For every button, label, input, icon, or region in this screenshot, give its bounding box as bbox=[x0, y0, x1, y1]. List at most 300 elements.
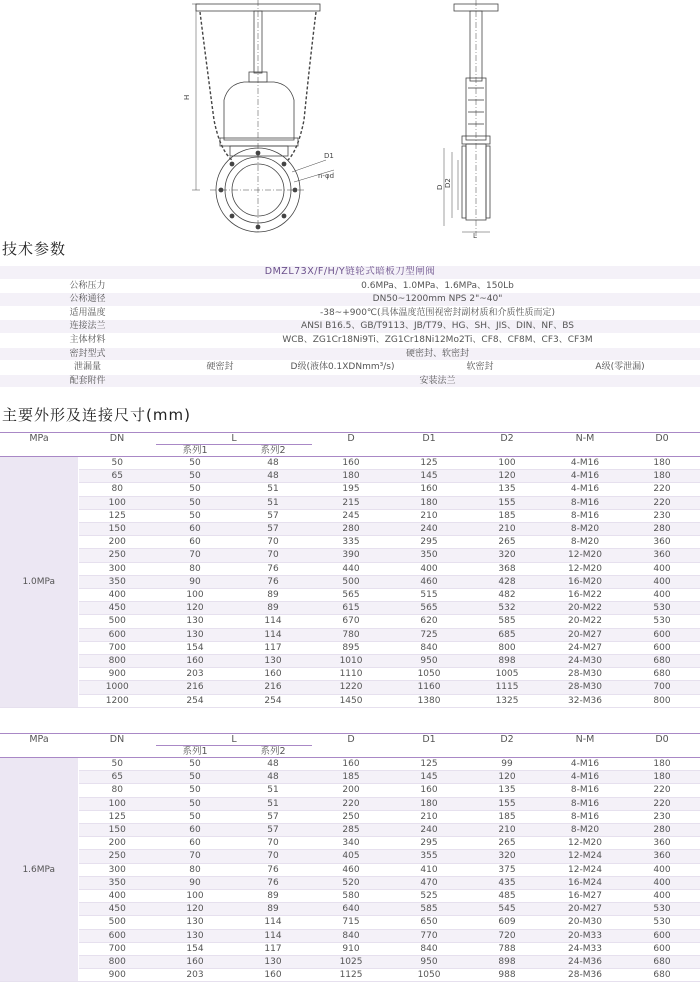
table-cell: 680 bbox=[624, 969, 700, 982]
table-cell: 114 bbox=[234, 615, 312, 628]
table-cell: 50 bbox=[156, 797, 234, 810]
table-cell: 525 bbox=[390, 890, 468, 903]
table-row bbox=[0, 916, 700, 929]
table-cell: 800 bbox=[468, 641, 546, 654]
table-cell: 400 bbox=[390, 562, 468, 575]
table-cell: 120 bbox=[156, 602, 234, 615]
table-cell: 100 bbox=[156, 589, 234, 602]
table-cell: 120 bbox=[468, 771, 546, 784]
table-cell: 130 bbox=[156, 929, 234, 942]
table-cell: 400 bbox=[624, 575, 700, 588]
table-cell: 600 bbox=[78, 929, 156, 942]
table-cell: 350 bbox=[78, 876, 156, 889]
table-cell: 230 bbox=[624, 810, 700, 823]
table-cell: 715 bbox=[312, 916, 390, 929]
table-cell: 530 bbox=[624, 916, 700, 929]
table-cell: 16-M22 bbox=[546, 589, 624, 602]
table-cell: 51 bbox=[234, 496, 312, 509]
table-cell: 89 bbox=[234, 589, 312, 602]
table-cell: 470 bbox=[390, 876, 468, 889]
table-cell: 32-M36 bbox=[546, 694, 624, 707]
table-cell: 24-M33 bbox=[546, 942, 624, 955]
table-cell: 460 bbox=[312, 863, 390, 876]
table-row bbox=[0, 628, 700, 641]
table-cell: 12-M20 bbox=[546, 549, 624, 562]
table-cell: 900 bbox=[78, 969, 156, 982]
table-cell: 180 bbox=[624, 457, 700, 470]
table-cell: 1200 bbox=[78, 694, 156, 707]
table-cell: 125 bbox=[390, 457, 468, 470]
params-title: DMZL73X/F/H/Y链轮式暗板刀型闸阀 bbox=[0, 266, 700, 279]
table-cell: 24-M27 bbox=[546, 641, 624, 654]
table-cell: 355 bbox=[390, 850, 468, 863]
table-cell: 910 bbox=[312, 942, 390, 955]
table-cell: 600 bbox=[624, 929, 700, 942]
table-cell: 60 bbox=[156, 837, 234, 850]
table-cell: 410 bbox=[390, 863, 468, 876]
table-cell: 28-M30 bbox=[546, 668, 624, 681]
table-cell: 340 bbox=[312, 837, 390, 850]
table-cell: 60 bbox=[156, 824, 234, 837]
table-cell: 650 bbox=[390, 916, 468, 929]
table-cell: 130 bbox=[156, 615, 234, 628]
table-row bbox=[0, 694, 700, 707]
table-cell: 725 bbox=[390, 628, 468, 641]
table-cell: 160 bbox=[156, 956, 234, 969]
table-cell: 50 bbox=[156, 496, 234, 509]
table-cell: 8-M16 bbox=[546, 797, 624, 810]
table-cell: 150 bbox=[78, 523, 156, 536]
table-cell: 360 bbox=[624, 536, 700, 549]
table-cell: 350 bbox=[390, 549, 468, 562]
table-cell: 800 bbox=[78, 655, 156, 668]
table-cell: 4-M16 bbox=[546, 771, 624, 784]
table-cell: 320 bbox=[468, 549, 546, 562]
table-cell: 100 bbox=[78, 496, 156, 509]
valve-drawing bbox=[0, 0, 700, 240]
table-cell: 120 bbox=[156, 903, 234, 916]
table-cell: 8-M20 bbox=[546, 523, 624, 536]
table-cell: 400 bbox=[624, 589, 700, 602]
table-cell: 99 bbox=[468, 758, 546, 771]
table-cell: 770 bbox=[390, 929, 468, 942]
table-cell: 100 bbox=[156, 890, 234, 903]
table-cell: 360 bbox=[624, 850, 700, 863]
table-cell: 48 bbox=[234, 758, 312, 771]
table-cell: 220 bbox=[312, 797, 390, 810]
table-cell: 160 bbox=[156, 655, 234, 668]
table-cell: 600 bbox=[78, 628, 156, 641]
table-cell: 4-M16 bbox=[546, 457, 624, 470]
table-cell: 1005 bbox=[468, 668, 546, 681]
table-cell: 70 bbox=[156, 549, 234, 562]
table-cell: 685 bbox=[468, 628, 546, 641]
table-cell: 20-M27 bbox=[546, 628, 624, 641]
table-cell: 50 bbox=[156, 483, 234, 496]
table-row bbox=[0, 942, 700, 955]
table-cell: 125 bbox=[78, 509, 156, 522]
table-row bbox=[0, 615, 700, 628]
table-row bbox=[0, 575, 700, 588]
table-cell: 4-M16 bbox=[546, 483, 624, 496]
table-cell: 51 bbox=[234, 797, 312, 810]
table-cell: 8-M20 bbox=[546, 824, 624, 837]
table-cell: 400 bbox=[624, 890, 700, 903]
table-cell: 89 bbox=[234, 903, 312, 916]
table-cell: 530 bbox=[624, 903, 700, 916]
table-cell: 950 bbox=[390, 655, 468, 668]
table-cell: 76 bbox=[234, 863, 312, 876]
table-cell: 160 bbox=[312, 758, 390, 771]
table-cell: 640 bbox=[312, 903, 390, 916]
table-cell: 780 bbox=[312, 628, 390, 641]
table-cell: 130 bbox=[156, 628, 234, 641]
param-row: 公称通径 DN50~1200mm NPS 2"~40" bbox=[0, 293, 700, 307]
table-row bbox=[0, 797, 700, 810]
table-cell: 245 bbox=[312, 509, 390, 522]
table-cell: 12-M20 bbox=[546, 562, 624, 575]
table-cell: 89 bbox=[234, 890, 312, 903]
table-cell: 20-M33 bbox=[546, 929, 624, 942]
table-cell: 1160 bbox=[390, 681, 468, 694]
table-cell: 57 bbox=[234, 523, 312, 536]
dim-label-nd: n-φd bbox=[318, 172, 335, 180]
table-cell: 70 bbox=[234, 837, 312, 850]
table-cell: 220 bbox=[624, 797, 700, 810]
table-cell: 100 bbox=[468, 457, 546, 470]
table-cell: 210 bbox=[468, 824, 546, 837]
table-cell: 254 bbox=[156, 694, 234, 707]
table-cell: 1380 bbox=[390, 694, 468, 707]
dim-label-l: L bbox=[473, 232, 477, 240]
table-cell: 700 bbox=[78, 641, 156, 654]
table-row bbox=[0, 890, 700, 903]
table-cell: 500 bbox=[312, 575, 390, 588]
table-cell: 840 bbox=[390, 641, 468, 654]
table-cell: 295 bbox=[390, 536, 468, 549]
table-row bbox=[0, 655, 700, 668]
table-cell: 28-M30 bbox=[546, 681, 624, 694]
table-cell: 50 bbox=[78, 457, 156, 470]
table-cell: 90 bbox=[156, 876, 234, 889]
param-row: 配套附件 安装法兰 bbox=[0, 374, 700, 388]
table-cell: 155 bbox=[468, 797, 546, 810]
table-cell: 600 bbox=[624, 641, 700, 654]
table-cell: 280 bbox=[624, 824, 700, 837]
table-cell: 130 bbox=[156, 916, 234, 929]
table-cell: 50 bbox=[156, 771, 234, 784]
table-cell: 545 bbox=[468, 903, 546, 916]
table-row bbox=[0, 863, 700, 876]
table-cell: 12-M24 bbox=[546, 863, 624, 876]
table-cell: 500 bbox=[78, 916, 156, 929]
table-cell: 76 bbox=[234, 575, 312, 588]
table-row bbox=[0, 837, 700, 850]
table-cell: 500 bbox=[78, 615, 156, 628]
table-cell: 8-M16 bbox=[546, 496, 624, 509]
dim-label-d1: D1 bbox=[324, 152, 334, 160]
table-cell: 215 bbox=[312, 496, 390, 509]
table-cell: 390 bbox=[312, 549, 390, 562]
table-cell: 280 bbox=[624, 523, 700, 536]
table-cell: 1000 bbox=[78, 681, 156, 694]
table-cell: 532 bbox=[468, 602, 546, 615]
table-row bbox=[0, 523, 700, 536]
table-cell: 368 bbox=[468, 562, 546, 575]
table-cell: 240 bbox=[390, 523, 468, 536]
table-cell: 180 bbox=[624, 771, 700, 784]
table-cell: 60 bbox=[156, 536, 234, 549]
table-cell: 89 bbox=[234, 602, 312, 615]
table-cell: 680 bbox=[624, 668, 700, 681]
table-cell: 20-M22 bbox=[546, 602, 624, 615]
table-cell: 800 bbox=[78, 956, 156, 969]
table-cell: 130 bbox=[234, 655, 312, 668]
table-cell: 80 bbox=[78, 483, 156, 496]
table-cell: 400 bbox=[624, 863, 700, 876]
table-cell: 185 bbox=[468, 509, 546, 522]
table-cell: 895 bbox=[312, 641, 390, 654]
table-cell: 8-M20 bbox=[546, 536, 624, 549]
table-cell: 1125 bbox=[312, 969, 390, 982]
table-row bbox=[0, 929, 700, 942]
table-cell: 50 bbox=[156, 784, 234, 797]
table-cell: 350 bbox=[78, 575, 156, 588]
table-cell: 1025 bbox=[312, 956, 390, 969]
table-cell: 565 bbox=[390, 602, 468, 615]
pressure-class: 1.6MPa bbox=[0, 758, 78, 982]
table-cell: 130 bbox=[234, 956, 312, 969]
table-row bbox=[0, 876, 700, 889]
table-cell: 50 bbox=[156, 509, 234, 522]
table-cell: 1115 bbox=[468, 681, 546, 694]
table-cell: 51 bbox=[234, 483, 312, 496]
table-row bbox=[0, 641, 700, 654]
table-cell: 8-M16 bbox=[546, 509, 624, 522]
table-cell: 609 bbox=[468, 916, 546, 929]
table-row bbox=[0, 470, 700, 483]
table-row bbox=[0, 784, 700, 797]
param-row: 公称压力 0.6MPa、1.0MPa、1.6MPa、150Lb bbox=[0, 279, 700, 293]
table-cell: 4-M16 bbox=[546, 758, 624, 771]
table-cell: 210 bbox=[390, 810, 468, 823]
table-row bbox=[0, 903, 700, 916]
table-cell: 154 bbox=[156, 641, 234, 654]
table-cell: 150 bbox=[78, 824, 156, 837]
table-row bbox=[0, 810, 700, 823]
table-cell: 230 bbox=[624, 509, 700, 522]
table-cell: 160 bbox=[234, 668, 312, 681]
table-cell: 450 bbox=[78, 602, 156, 615]
table-row bbox=[0, 956, 700, 969]
pressure-class: 1.0MPa bbox=[0, 457, 78, 708]
table-row bbox=[0, 549, 700, 562]
table-cell: 1220 bbox=[312, 681, 390, 694]
table-cell: 800 bbox=[624, 694, 700, 707]
table-cell: 145 bbox=[390, 771, 468, 784]
table-cell: 50 bbox=[156, 457, 234, 470]
table-cell: 20-M22 bbox=[546, 615, 624, 628]
dim-label-d: D bbox=[436, 184, 444, 190]
table-cell: 60 bbox=[156, 523, 234, 536]
table-cell: 50 bbox=[156, 758, 234, 771]
table-cell: 265 bbox=[468, 837, 546, 850]
dims-section-title: 主要外形及连接尺寸(mm) bbox=[2, 406, 191, 424]
param-row: 密封型式 硬密封、软密封 bbox=[0, 347, 700, 361]
table-row bbox=[0, 483, 700, 496]
table-cell: 250 bbox=[78, 850, 156, 863]
table-cell: 50 bbox=[156, 470, 234, 483]
table-cell: 48 bbox=[234, 771, 312, 784]
table-cell: 988 bbox=[468, 969, 546, 982]
table-cell: 400 bbox=[624, 876, 700, 889]
table-cell: 20-M30 bbox=[546, 916, 624, 929]
table-cell: 900 bbox=[78, 668, 156, 681]
table-cell: 375 bbox=[468, 863, 546, 876]
table-cell: 220 bbox=[624, 483, 700, 496]
table-cell: 200 bbox=[78, 536, 156, 549]
table-cell: 114 bbox=[234, 628, 312, 641]
table-cell: 485 bbox=[468, 890, 546, 903]
table-cell: 90 bbox=[156, 575, 234, 588]
table-cell: 8-M16 bbox=[546, 784, 624, 797]
table-cell: 585 bbox=[468, 615, 546, 628]
table-cell: 50 bbox=[156, 810, 234, 823]
table-cell: 295 bbox=[390, 837, 468, 850]
table-row bbox=[0, 589, 700, 602]
table-cell: 220 bbox=[624, 784, 700, 797]
table-cell: 670 bbox=[312, 615, 390, 628]
table-cell: 700 bbox=[78, 942, 156, 955]
table-cell: 180 bbox=[312, 470, 390, 483]
table-cell: 520 bbox=[312, 876, 390, 889]
table-cell: 216 bbox=[234, 681, 312, 694]
table-cell: 48 bbox=[234, 457, 312, 470]
table-cell: 100 bbox=[78, 797, 156, 810]
table-cell: 450 bbox=[78, 903, 156, 916]
table-cell: 580 bbox=[312, 890, 390, 903]
table-cell: 114 bbox=[234, 929, 312, 942]
table-cell: 57 bbox=[234, 810, 312, 823]
table-cell: 898 bbox=[468, 655, 546, 668]
table-cell: 24-M36 bbox=[546, 956, 624, 969]
table-cell: 300 bbox=[78, 863, 156, 876]
table-cell: 482 bbox=[468, 589, 546, 602]
table-cell: 210 bbox=[390, 509, 468, 522]
table-cell: 1325 bbox=[468, 694, 546, 707]
table-cell: 12-M24 bbox=[546, 850, 624, 863]
param-row: 连接法兰 ANSI B16.5、GB/T9113、JB/T79、HG、SH、JIS、DIN、NF、BS bbox=[0, 320, 700, 334]
table-cell: 585 bbox=[390, 903, 468, 916]
table-cell: 400 bbox=[624, 562, 700, 575]
table-cell: 117 bbox=[234, 942, 312, 955]
table-cell: 680 bbox=[624, 655, 700, 668]
table-cell: 400 bbox=[78, 589, 156, 602]
table-cell: 700 bbox=[624, 681, 700, 694]
table-cell: 1110 bbox=[312, 668, 390, 681]
table-row bbox=[0, 496, 700, 509]
table-cell: 240 bbox=[390, 824, 468, 837]
table-cell: 720 bbox=[468, 929, 546, 942]
table-cell: 16-M24 bbox=[546, 876, 624, 889]
table-cell: 180 bbox=[390, 797, 468, 810]
table-row bbox=[0, 758, 700, 771]
table-cell: 70 bbox=[156, 850, 234, 863]
table-cell: 4-M16 bbox=[546, 470, 624, 483]
table-cell: 125 bbox=[390, 758, 468, 771]
table-cell: 57 bbox=[234, 509, 312, 522]
table-row bbox=[0, 824, 700, 837]
table-cell: 16-M20 bbox=[546, 575, 624, 588]
table-cell: 840 bbox=[312, 929, 390, 942]
table-cell: 160 bbox=[390, 483, 468, 496]
table-cell: 265 bbox=[468, 536, 546, 549]
table-cell: 400 bbox=[78, 890, 156, 903]
table-cell: 254 bbox=[234, 694, 312, 707]
table-cell: 160 bbox=[390, 784, 468, 797]
table-cell: 600 bbox=[624, 628, 700, 641]
table-cell: 203 bbox=[156, 969, 234, 982]
table-cell: 160 bbox=[234, 969, 312, 982]
dims-table-1: MPa DN L D D1 D2 N-M D0 系列1 系列2 1.0MPa 50 50 48 160 125 100 4-M16 180 65 50 48 180 145 120 4-M16 180 80 50 51 195 160 135 4-M16 220 100 50 51 215 180 155 8-M16 220 125 50 57 245 210 185 8-M16 230 150 60 57 280 240 210 8-M20 280 200 60 70 335 295 265 8-M20 360 250 70 70 390 350 320 12-M20 360 300 80 76 440 400 368 12-M20 400 350 90 76 500 460 428 16-M20 400 400 100 89 565 515 482 16-M22 400 450 120 89 615 565 532 20-M22 530 500 130 114 670 620 585 20-M22 530 600 130 114 780 725 685 20-M27 600 700 154 117 895 840 800 24-M27 600 800 160 130 1010 950 898 24-M30 680 900 203 160 1110 1050 1005 28-M30 680 1000 216 216 1220 1160 1115 28-M30 700 1200 254 254 1450 1380 1325 32-M36 800 bbox=[0, 432, 700, 708]
table-row bbox=[0, 850, 700, 863]
table-cell: 135 bbox=[468, 483, 546, 496]
table-cell: 120 bbox=[468, 470, 546, 483]
param-row: 主体材料 WCB、ZG1Cr18Ni9Ti、ZG1Cr18Ni12Mo2Ti、CF8、CF8M、CF3、CF3M bbox=[0, 333, 700, 347]
table-cell: 565 bbox=[312, 589, 390, 602]
table-cell: 280 bbox=[312, 523, 390, 536]
table-cell: 16-M27 bbox=[546, 890, 624, 903]
table-cell: 840 bbox=[390, 942, 468, 955]
table-cell: 435 bbox=[468, 876, 546, 889]
dim-label-d2: D2 bbox=[444, 178, 452, 188]
table-cell: 530 bbox=[624, 602, 700, 615]
table-cell: 195 bbox=[312, 483, 390, 496]
table-cell: 335 bbox=[312, 536, 390, 549]
table-cell: 70 bbox=[234, 549, 312, 562]
table-cell: 428 bbox=[468, 575, 546, 588]
params-table bbox=[0, 266, 700, 388]
table-cell: 1010 bbox=[312, 655, 390, 668]
table-cell: 135 bbox=[468, 784, 546, 797]
table-cell: 200 bbox=[312, 784, 390, 797]
table-cell: 80 bbox=[156, 863, 234, 876]
table-cell: 185 bbox=[312, 771, 390, 784]
param-row-leak: 泄漏量 硬密封 D级(液体0.1XDNmm³/s) 软密封 A级(零泄漏) bbox=[0, 361, 700, 375]
table-cell: 203 bbox=[156, 668, 234, 681]
table-cell: 57 bbox=[234, 824, 312, 837]
table-row bbox=[0, 668, 700, 681]
table-cell: 620 bbox=[390, 615, 468, 628]
dim-label-h: H bbox=[183, 94, 191, 100]
table-cell: 950 bbox=[390, 956, 468, 969]
table-cell: 8-M16 bbox=[546, 810, 624, 823]
table-cell: 360 bbox=[624, 549, 700, 562]
table-row bbox=[0, 536, 700, 549]
table-cell: 320 bbox=[468, 850, 546, 863]
table-row bbox=[0, 771, 700, 784]
table-cell: 24-M30 bbox=[546, 655, 624, 668]
table-cell: 48 bbox=[234, 470, 312, 483]
table-row bbox=[0, 602, 700, 615]
table-cell: 155 bbox=[468, 496, 546, 509]
table-cell: 360 bbox=[624, 837, 700, 850]
table-cell: 160 bbox=[312, 457, 390, 470]
table-cell: 460 bbox=[390, 575, 468, 588]
table-cell: 65 bbox=[78, 470, 156, 483]
table-cell: 788 bbox=[468, 942, 546, 955]
table-cell: 114 bbox=[234, 916, 312, 929]
